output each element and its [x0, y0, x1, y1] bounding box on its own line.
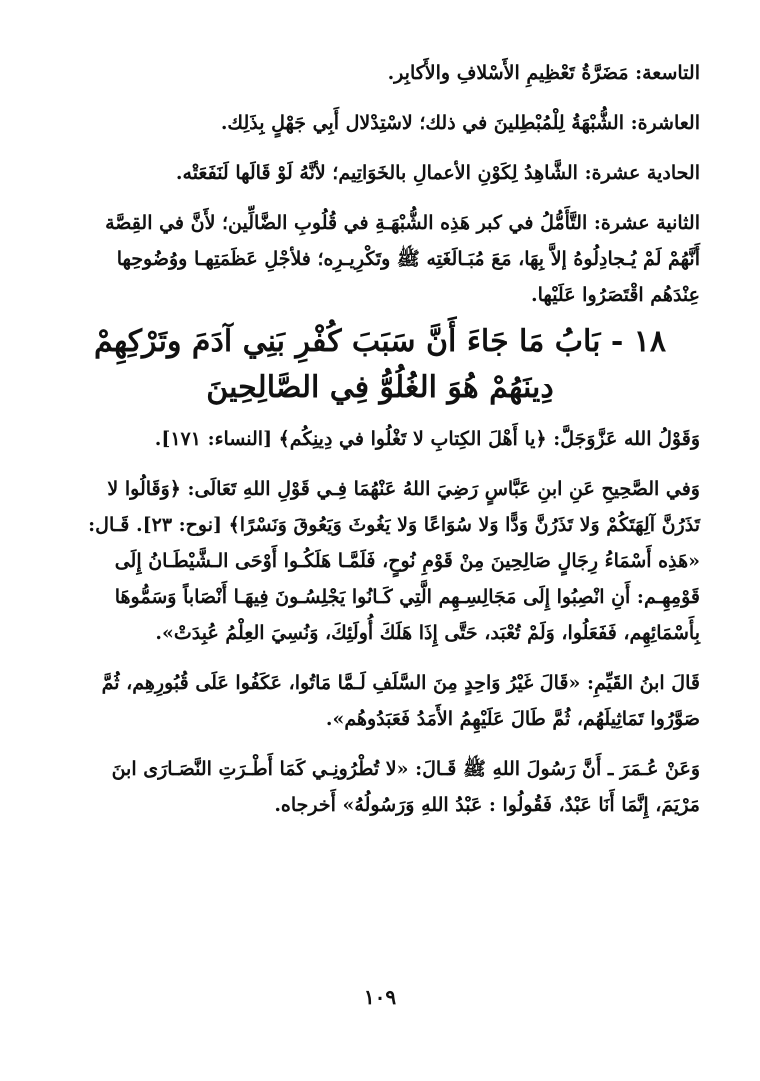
spacer [60, 457, 700, 471]
sahih-line: تَذَرُنَّ آلِهَتَكُمْ وَلا تَذَرُنَّ وَدًّا وَلا سُوَاعًا وَلا يَغُوثَ وَيَعُوقَ وَنَسْرًا﴾ [نوح: ٢٣]. قَـال: [88, 514, 700, 536]
item-twelfth-line: أَنَّهُمْ لَمْ يُـجادِلُوهُ إلاَّ بِهَا، مَعَ مُبَـالَغَتِه ﷺ وتَكْرِيـرِه؛ فلأجْلِ عَظَمَتِهـا ووُضُوحِها [116, 248, 700, 270]
spacer [60, 141, 700, 155]
chapter-heading [60, 319, 700, 411]
ibn-qayyim-line: صَوَّرُوا تَمَاثِيلَهُم، ثُمَّ طَالَ عَلَيْهِمُ الأَمَدُ فَعَبَدُوهُم». [325, 708, 700, 730]
item-eleventh: الحادية عشرة: الشَّاهِدُ لِكَوْنِ الأعمالِ بالخَوَاتِيم؛ لأنَّهُ لَوْ قَالَها لَنَفَعَتْه. [175, 162, 700, 184]
verse-quote: وَقَوْلُ الله عَزَّوَجَلَّ: ﴿يا أَهْلَ الكِتابِ لا تَغْلُوا في دِينِكُم﴾ [النساء: ١٧١]. [154, 428, 700, 450]
item-twelfth-line: الثانية عشرة: التَّأَمُّلُ في كبر هَذِه الشُّبْهَـةِ في قُلُوبِ الضَّالِّين؛ لأَنَّ في القِصَّة [105, 212, 700, 234]
spacer [60, 191, 700, 205]
chapter-heading-line: ١٨ - بَابُ مَا جَاءَ أَنَّ سَبَبَ كُفْرِ بَنِي آدَمَ وتَرْكِهِمْ [93, 324, 667, 359]
spacer [60, 737, 700, 751]
sahih-line: «هَذِه أَسْمَاءُ رِجَالٍ صَالِحِينَ مِنْ قَوْمِ نُوحٍ، فَلَمَّـا هَلَكُـوا أَوْحَى الـشَّيْطَـانُ إِلَى [114, 550, 700, 572]
umar-hadith-line: مَرْيَمَ، إِنَّمَا أَنَا عَبْدٌ، فَقُولُوا : عَبْدُ اللهِ وَرَسُولُهُ» أَخرجاه. [274, 794, 700, 816]
spacer [60, 651, 700, 665]
sahih-line: قَوْمِهِـم: أَنِ انْصِبُوا إِلَى مَجَالِسِـهِم الَّتِي كَـانُوا يَجْلِسُـونَ فِيهَـا أَنْصَاباً وَسَمُّوهَا [114, 586, 700, 608]
page-number: ١٠٩ [363, 985, 397, 1009]
item-ninth: التاسعة: مَضَرَّةُ تَعْظِيمِ الأَسْلافِ والأَكابِر. [387, 62, 700, 84]
sahih-line: وَفي الصَّحِيحِ عَنِ ابنِ عَبَّاسٍ رَضِيَ اللهُ عَنْهُمَا فِـي قَوْلِ اللهِ تَعَالَى: ﴿وَقَالُوا لا [107, 478, 700, 500]
ibn-qayyim-line: قَالَ ابنُ القَيِّمِ: «قَالَ غَيْرُ وَاحِدٍ مِنَ السَّلَفِ لَـمَّا مَاتُوا، عَكَفُوا عَلَى قُبُورِهِم، ثُمَّ [101, 672, 700, 694]
item-tenth: العاشرة: الشُّبْهَةُ لِلْمُبْطِلينَ في ذلك؛ لاسْتِدْلال أَبِي جَهْلٍ بِذَلِك. [220, 112, 700, 134]
page-body [60, 55, 700, 823]
umar-hadith-line: وَعَنْ عُـمَرَ ـ أَنَّ رَسُولَ اللهِ ﷺ قَـالَ: «لا تُطْرُونِـي كَمَا أَطْـرَتِ النَّصَـارَى ابنَ [111, 758, 700, 780]
sahih-line: بِأَسْمَائِهِم، فَفَعَلُوا، وَلَمْ تُعْبَد، حَتَّى إِذَا هَلَكَ أُولَئِكَ، وَنُسِيَ العِلْمُ عُبِدَتْ». [155, 622, 700, 644]
item-twelfth-line: عِنْدَهُم اقْتَصَرُوا عَلَيْها. [531, 284, 700, 306]
spacer [60, 91, 700, 105]
chapter-heading-line: دِينَهُمْ هُوَ الغُلُوُّ فِي الصَّالِحِينَ [206, 370, 554, 405]
